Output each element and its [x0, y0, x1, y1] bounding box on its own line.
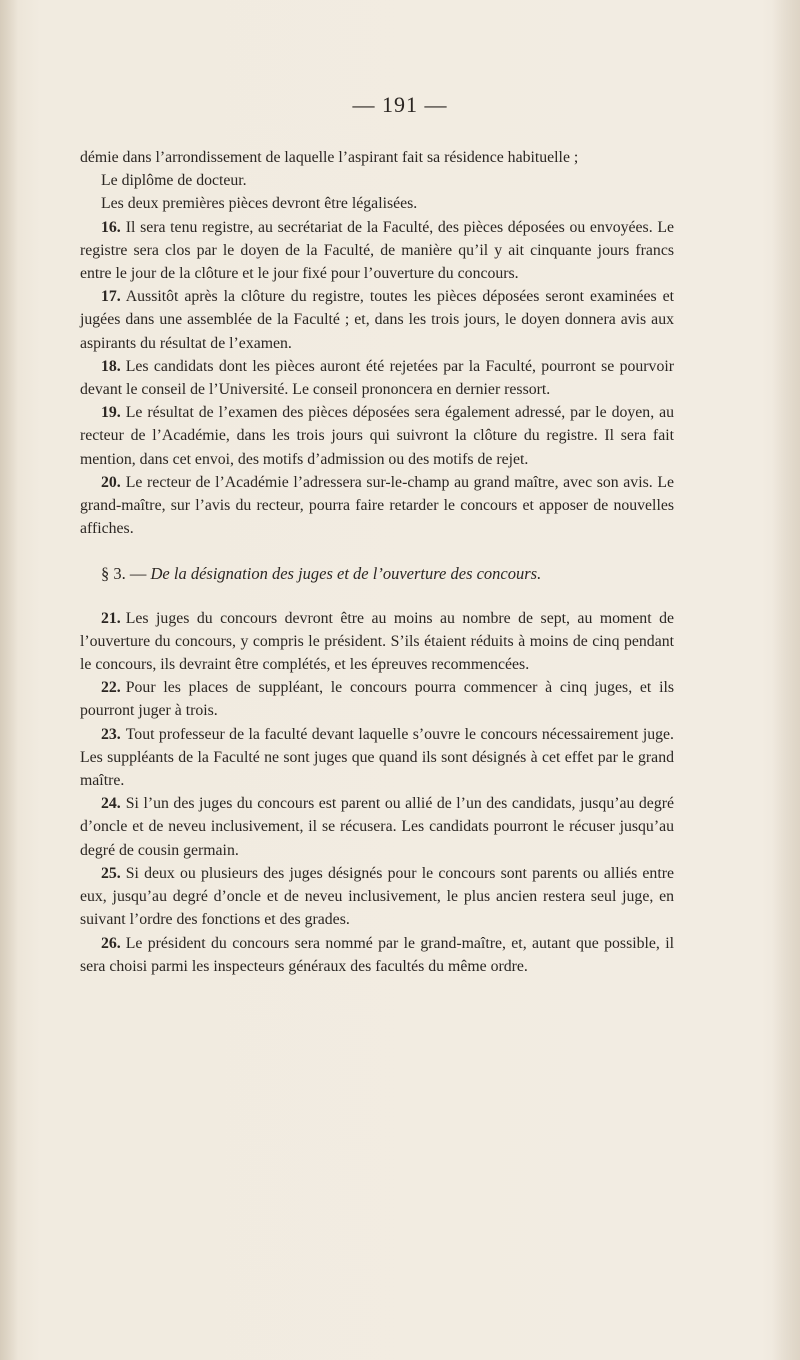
- article-text: Tout professeur de la faculté devant laquelle s’ouvre le concours nécessairement juge. Les suppléants de la Faculté ne sont juges que quand ils sont désignés à cet effet par le grand maître.: [80, 725, 674, 790]
- intro-paragraph-1: démie dans l’arrondissement de laquelle l’aspirant fait sa résidence habituelle ;: [80, 149, 579, 166]
- intro-paragraph-3: Les deux premières pièces devront être légalisées.: [101, 195, 418, 213]
- article-number: 18.: [101, 357, 121, 375]
- article-number: 21.: [101, 609, 121, 627]
- article-text: Il sera tenu registre, au secrétariat de la Faculté, des pièces déposées ou envoyées. Le registre sera clos par le doyen de la Faculté, de manière qu’il y ait cinquante jours francs entre le jour de la clôture et le jour fixé pour l’ouverture du concours.: [80, 218, 674, 283]
- article-text: Les candidats dont les pièces auront été rejetées par la Faculté, pourront se pourvoir devant le conseil de l’Université. Le conseil prononcera en dernier ressort.: [80, 357, 674, 399]
- article-number: 24.: [101, 795, 121, 813]
- article-24: [80, 792, 674, 862]
- article-text: Aussitôt après la clôture du registre, toutes les pièces déposées seront examinées et jugées dans une assemblée de la Faculté ; et, dans les trois jours, le doyen donnera avis aux aspirants du résultat de l’examen.: [80, 288, 674, 352]
- intro-paragraph-2: Le diplôme de docteur.: [101, 172, 247, 190]
- article-19: [80, 401, 674, 471]
- page-number: — 191 —: [352, 92, 448, 117]
- article-20: [80, 471, 674, 541]
- section-heading: [80, 562, 674, 585]
- section-title: De la désignation des juges et de l’ouverture des concours.: [150, 564, 542, 584]
- article-number: 16.: [101, 218, 121, 236]
- article-18: [80, 355, 674, 401]
- article-text: Si l’un des juges du concours est parent ou allié de l’un des candidats, jusqu’au degré d’oncle et de neveu inclusivement, il se récusera. Les candidats pourront le récuser jusqu’au degré de cousin germain.: [80, 795, 674, 859]
- article-number: 22.: [101, 679, 121, 697]
- article-17: [80, 285, 674, 355]
- article-text: Le recteur de l’Académie l’adressera sur-le-champ au grand maître, avec son avis. Le grand-maître, sur l’avis du recteur, pourra faire retarder le concours et apposer de nouvelles affiches.: [80, 473, 674, 538]
- article-25: [80, 862, 674, 932]
- page-edge-shadow-right: [772, 0, 800, 1360]
- article-22: [80, 676, 674, 722]
- article-number: 20.: [101, 473, 121, 491]
- article-text: Le résultat de l’examen des pièces déposées sera également adressé, par le doyen, au recteur de l’Académie, dans les trois jours qui suivront la clôture du registre. Il sera fait mention, dans cet envoi, des motifs d’admission ou des motifs de rejet.: [80, 404, 674, 468]
- article-number: 19.: [101, 404, 121, 422]
- article-number: 23.: [101, 725, 121, 743]
- article-number: 26.: [101, 934, 121, 952]
- article-text: Pour les places de suppléant, le concours pourra commencer à cinq juges, et ils pourront juger à trois.: [80, 679, 674, 720]
- page-edge-shadow-left: [0, 0, 18, 1360]
- article-23: [80, 723, 674, 793]
- article-text: Les juges du concours devront être au moins au nombre de sept, au moment de l’ouverture du concours, y compris le président. S’ils étaient réduits à moins de cinq pendant le concours, ils devraint être complétés, et les épreuves recommencées.: [80, 609, 674, 674]
- article-text: Si deux ou plusieurs des juges désignés pour le concours sont parents ou alliés entre eux, jusqu’au degré d’oncle et de neveu inclusivement, le plus ancien restera seul juge, en suivant l’ordre des fonctions et des grades.: [80, 864, 674, 929]
- article-26: [80, 932, 674, 978]
- article-21: [80, 607, 674, 677]
- section-prefix: § 3. —: [101, 564, 147, 584]
- article-text: Le président du concours sera nommé par le grand-maître, et, autant que possible, il sera choisi parmi les inspecteurs généraux des facultés du même ordre.: [80, 934, 674, 975]
- article-number: 17.: [101, 288, 121, 306]
- article-number: 25.: [101, 864, 121, 882]
- article-16: [80, 216, 674, 286]
- body-text: [80, 146, 674, 978]
